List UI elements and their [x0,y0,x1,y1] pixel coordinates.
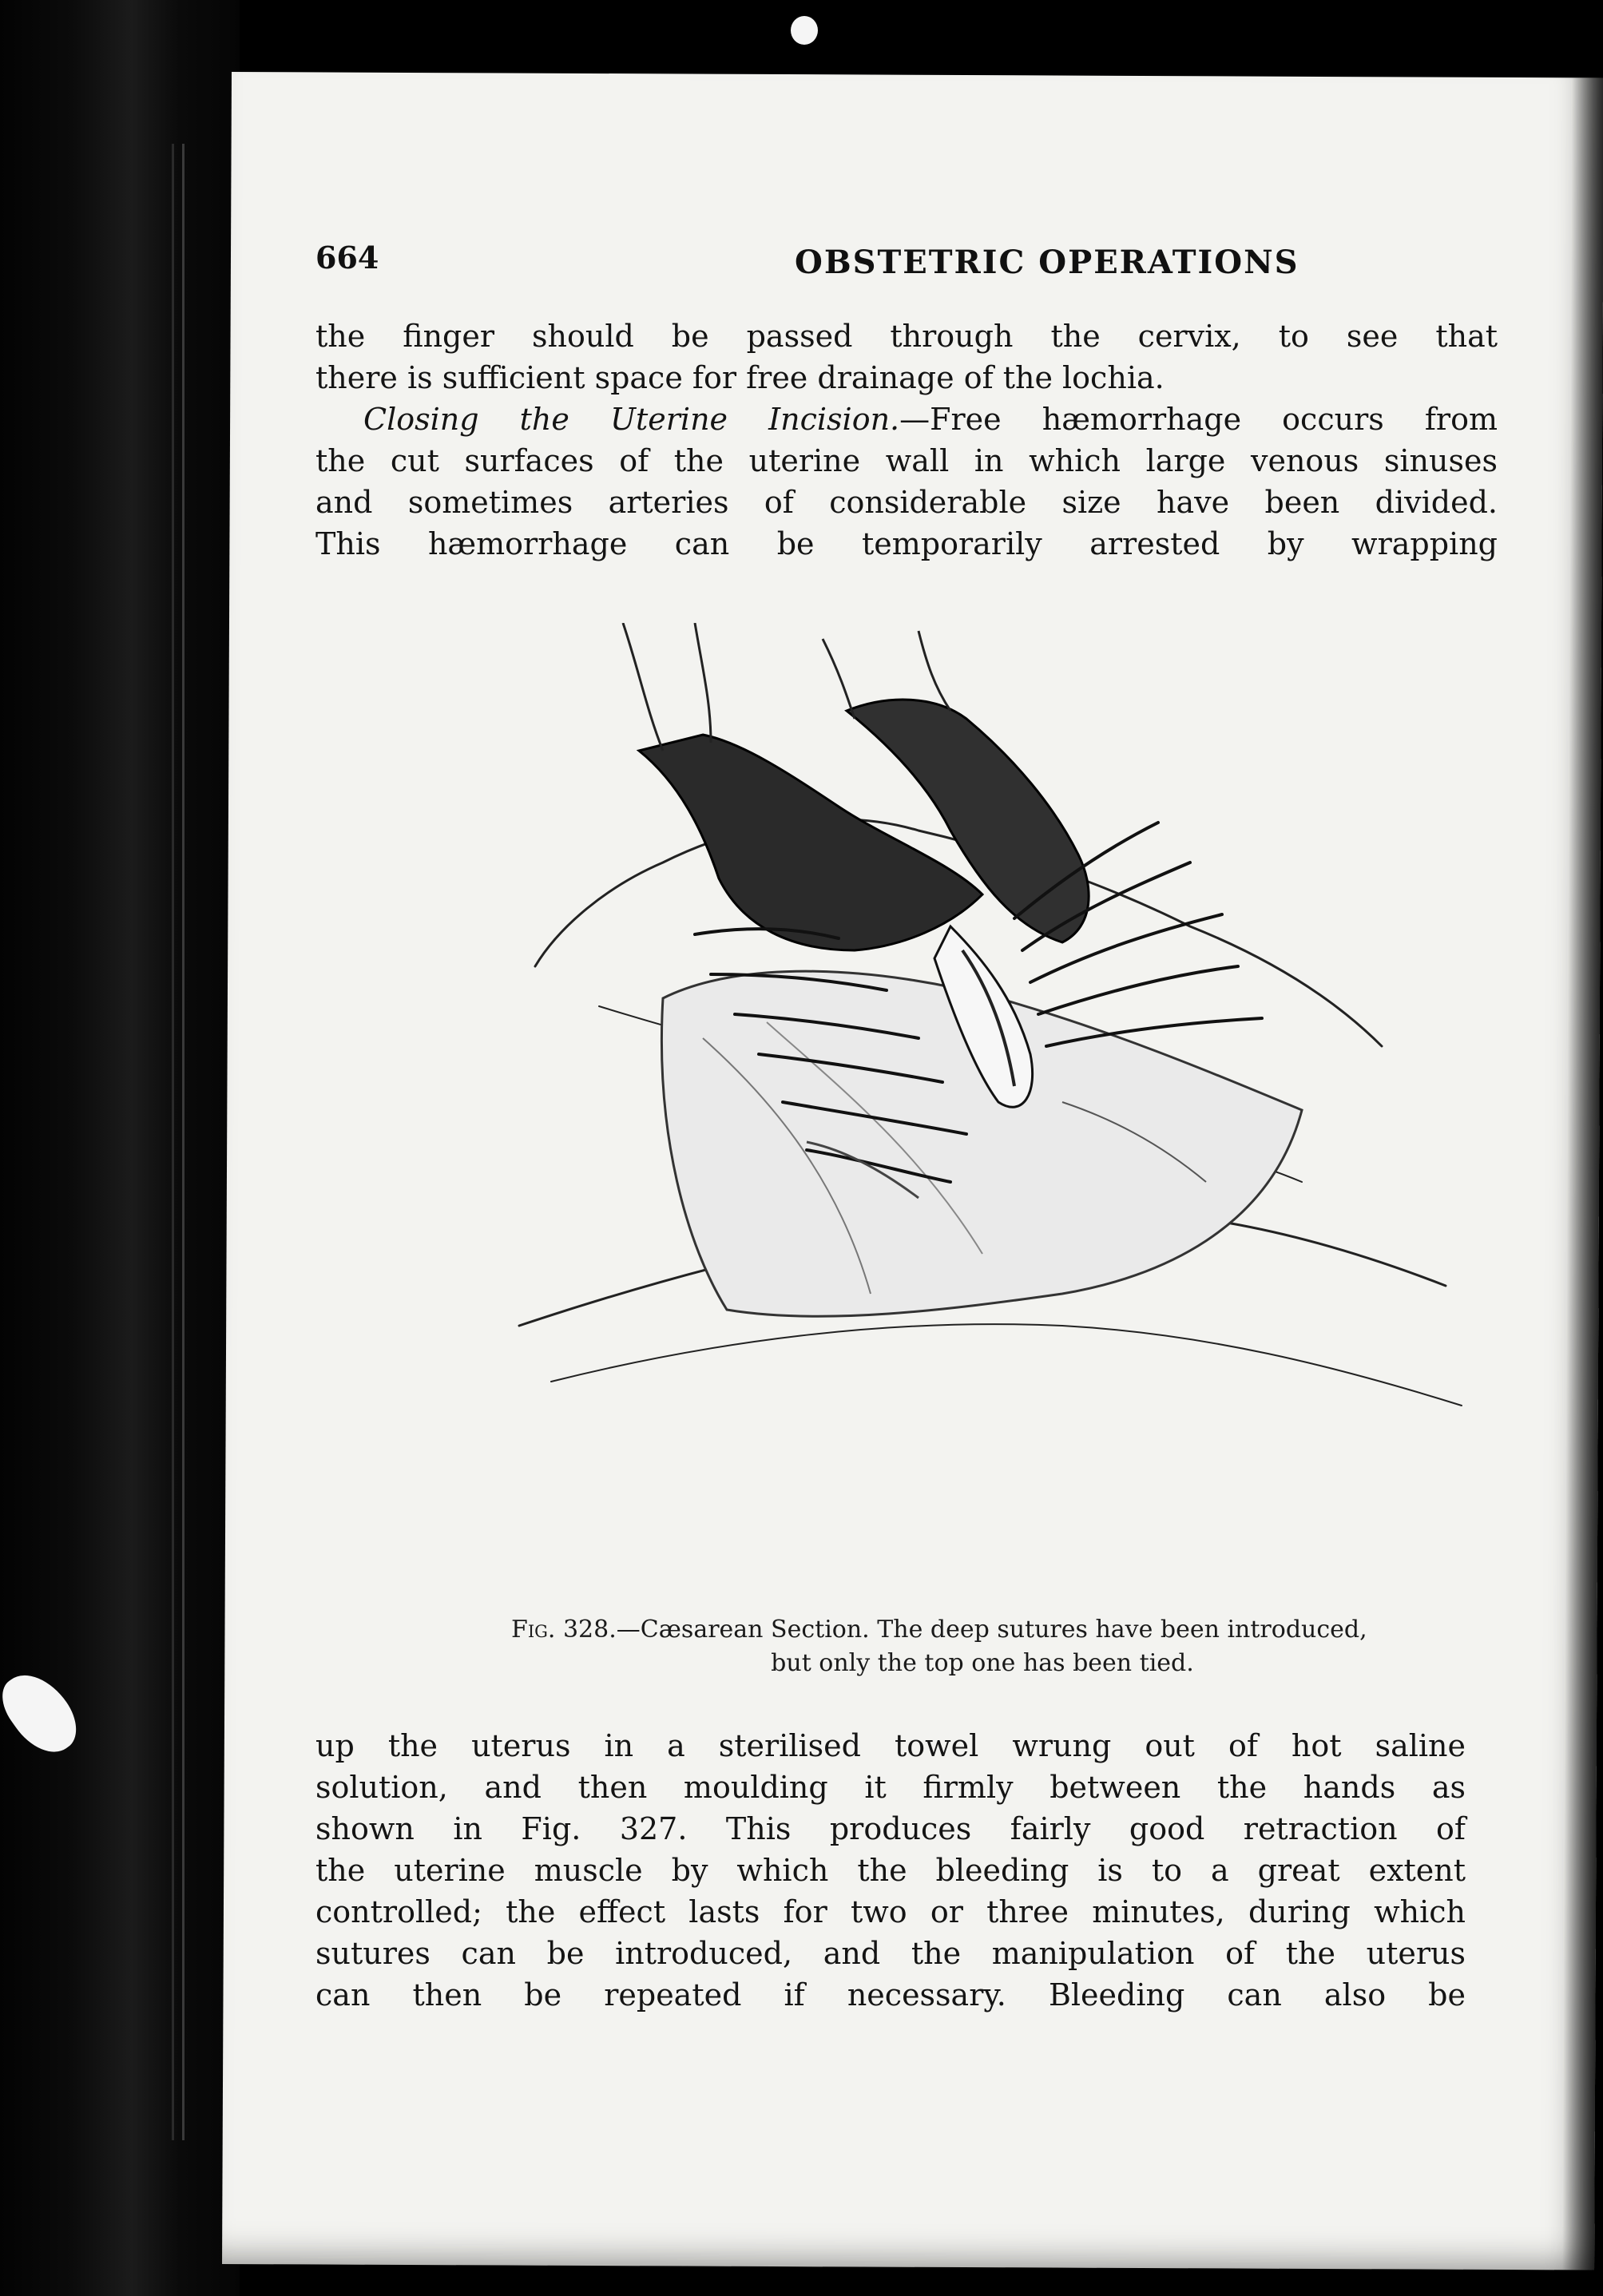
text-line: —Free hæmorrhage occurs from [899,402,1498,437]
figure-label: Fig. 328. [511,1616,617,1644]
text-line: there is sufficient space for free drainage of the lochia. [315,360,1165,395]
caption-text: —Cæsarean Section. The deep sutures have been introduced, [616,1616,1367,1644]
paragraph-top [315,315,1498,565]
spine-edge [182,144,185,2140]
text-line: shown in Fig. 327. This produces fairly good retraction of [315,1811,1466,1846]
text-line: controlled; the effect lasts for two or three minutes, during which [315,1894,1466,1929]
illustration-caesarean-section [503,623,1478,1621]
running-head: OBSTETRIC OPERATIONS [795,244,1299,281]
text-line: solution, and then moulding it firmly between the hands as [315,1770,1466,1805]
section-heading: Closing the Uterine Incision. [363,402,900,437]
spine-edge [172,144,174,2140]
text-line: can then be repeated if necessary. Bleeding can also be [315,1977,1466,2012]
figure-caption [511,1613,1454,1680]
text-line: This hæmorrhage can be temporarily arrested by wrapping [315,526,1498,561]
text-line: the uterine muscle by which the bleeding is to a great extent [315,1853,1466,1888]
paragraph-bottom [315,1725,1466,2016]
caption-line [511,1613,1454,1647]
text-line: the cut surfaces of the uterine wall in which large venous sinuses [315,443,1498,478]
text-line: the finger should be passed through the cervix, to see that [315,319,1498,354]
section-heading-line [315,399,1498,440]
caption-line: but only the top one has been tied. [771,1649,1194,1677]
scan-speck [791,16,818,45]
text-line: sutures can be introduced, and the manipulation of the uterus [315,1936,1466,1971]
text-line: up the uterus in a sterilised towel wrung out of hot saline [315,1728,1466,1763]
page-number: 664 [315,240,379,276]
text-line: and sometimes arteries of considerable size have been divided. [315,485,1498,520]
page-gutter-shadow [1562,77,1603,2270]
book-binding [0,0,240,2296]
